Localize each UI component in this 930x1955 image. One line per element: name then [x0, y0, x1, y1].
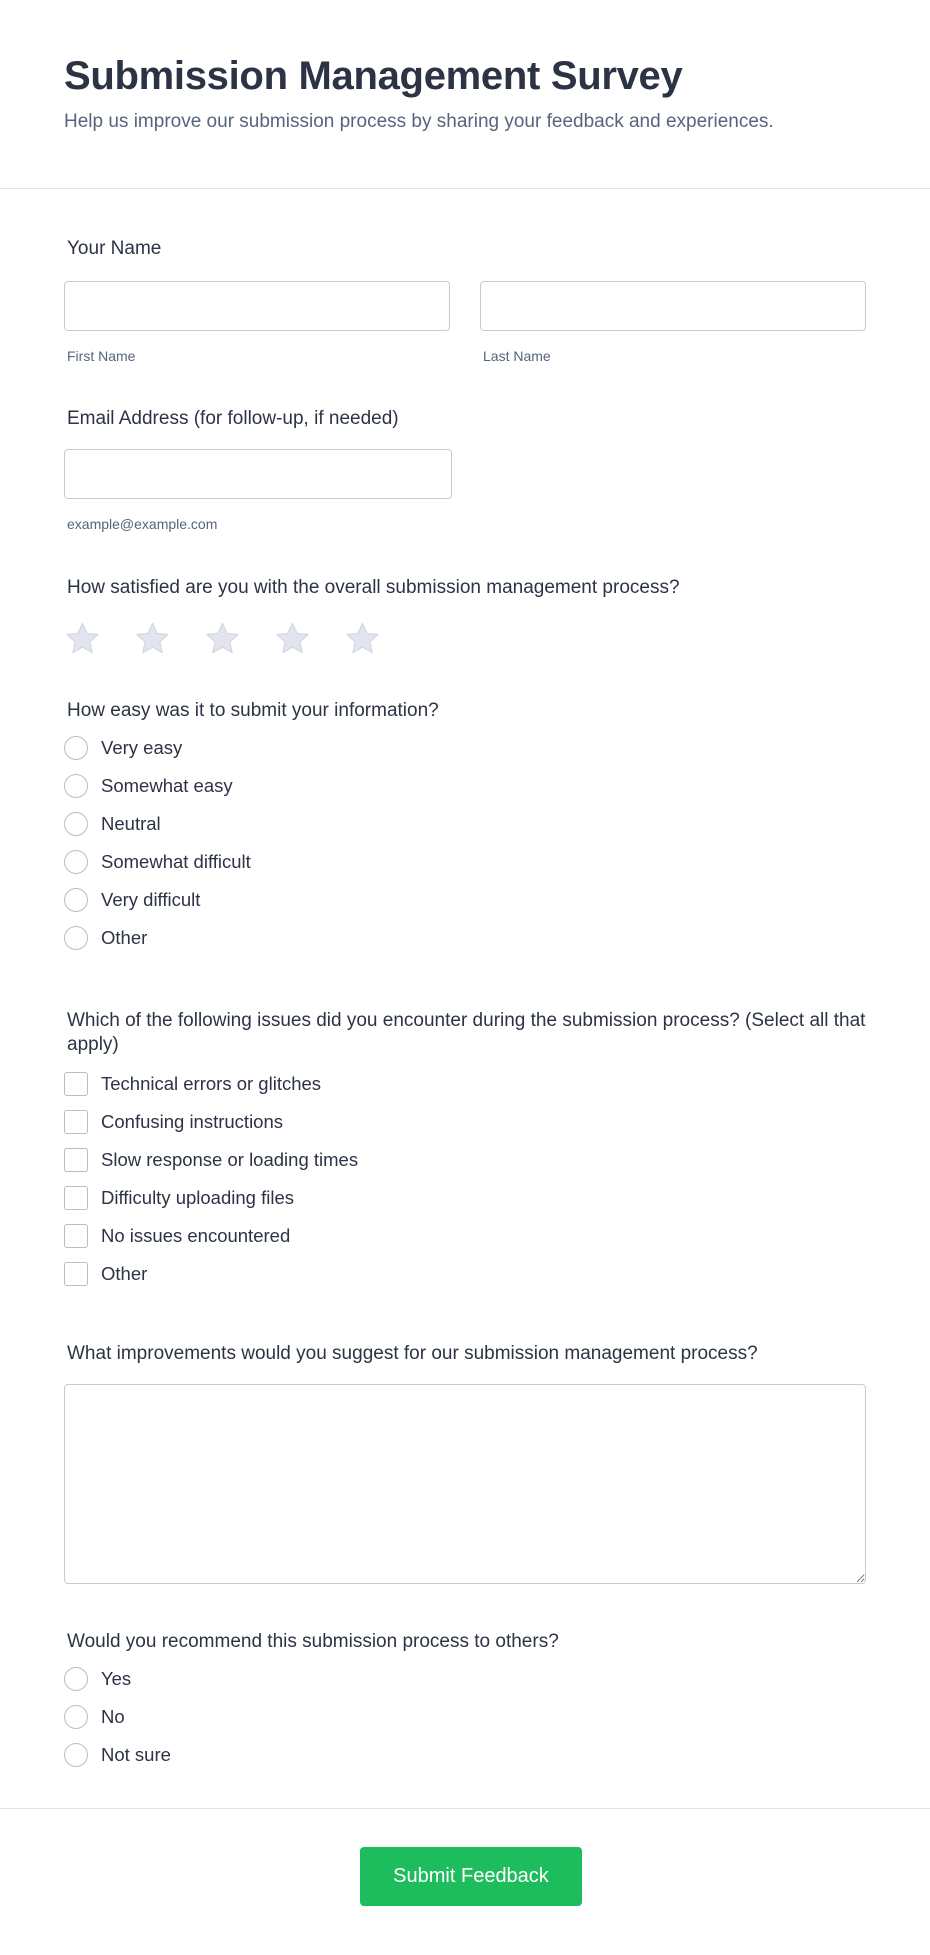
option-label: Yes [101, 1668, 132, 1689]
name-section [64, 237, 866, 365]
ease-section [64, 699, 866, 957]
improvements-section [64, 1342, 866, 1584]
option-label: Technical errors or glitches [101, 1073, 322, 1094]
option-label: Not sure [101, 1744, 171, 1765]
issues-option[interactable] [64, 1065, 866, 1103]
ease-option[interactable] [64, 805, 866, 843]
option-label: Difficulty uploading files [101, 1187, 294, 1208]
option-label: Slow response or loading times [101, 1149, 359, 1170]
radio-recommend-0[interactable] [64, 1667, 88, 1691]
option-label: No issues encountered [101, 1225, 291, 1246]
option-label: Very easy [101, 737, 183, 758]
last-name-input[interactable] [480, 281, 866, 331]
ease-option[interactable] [64, 767, 866, 805]
satisfaction-section [64, 576, 866, 658]
checkbox-issues-5[interactable] [64, 1262, 88, 1286]
radio-recommend-1[interactable] [64, 1705, 88, 1729]
star-icon[interactable] [133, 620, 172, 658]
star-icon[interactable] [343, 620, 382, 658]
radio-ease-2[interactable] [64, 812, 88, 836]
option-label: Other [101, 927, 148, 948]
email-section [64, 407, 866, 533]
issues-option[interactable] [64, 1217, 866, 1255]
last-name-sublabel: Last Name [483, 348, 551, 364]
recommend-option[interactable] [64, 1660, 866, 1698]
checkbox-issues-0[interactable] [64, 1072, 88, 1096]
improvements-textarea[interactable] [64, 1384, 866, 1584]
form-header [0, 0, 930, 189]
issues-option[interactable] [64, 1103, 866, 1141]
radio-ease-3[interactable] [64, 850, 88, 874]
email-sublabel: example@example.com [67, 516, 218, 532]
radio-ease-0[interactable] [64, 736, 88, 760]
first-name-sublabel: First Name [67, 348, 136, 364]
checkbox-issues-4[interactable] [64, 1224, 88, 1248]
page-title: Submission Management Survey [64, 54, 683, 98]
radio-ease-5[interactable] [64, 926, 88, 950]
checkbox-issues-3[interactable] [64, 1186, 88, 1210]
ease-option[interactable] [64, 919, 866, 957]
recommend-option[interactable] [64, 1698, 866, 1736]
issues-options [64, 1065, 866, 1293]
ease-option[interactable] [64, 843, 866, 881]
satisfaction-label: How satisfied are you with the overall submission management process? [67, 577, 680, 598]
radio-recommend-2[interactable] [64, 1743, 88, 1767]
option-label: Confusing instructions [101, 1111, 284, 1132]
recommend-section [64, 1630, 866, 1774]
option-label: Somewhat difficult [101, 851, 251, 872]
email-input[interactable] [64, 449, 452, 499]
ease-option[interactable] [64, 729, 866, 767]
name-label: Your Name [67, 238, 162, 259]
radio-ease-1[interactable] [64, 774, 88, 798]
option-label: Very difficult [101, 889, 201, 910]
star-icon[interactable] [273, 620, 312, 658]
footer-divider [0, 1808, 930, 1809]
issues-option[interactable] [64, 1255, 866, 1293]
checkbox-issues-2[interactable] [64, 1148, 88, 1172]
issues-option[interactable] [64, 1179, 866, 1217]
first-name-input[interactable] [64, 281, 450, 331]
recommend-options [64, 1660, 866, 1774]
recommend-option[interactable] [64, 1736, 866, 1774]
email-label: Email Address (for follow-up, if needed) [67, 408, 399, 429]
option-label: Neutral [101, 813, 161, 834]
issues-section [64, 1009, 866, 1293]
recommend-label: Would you recommend this submission process to others? [67, 1631, 559, 1652]
improvements-label: What improvements would you suggest for our submission management process? [67, 1343, 758, 1364]
option-label: Other [101, 1263, 148, 1284]
ease-label: How easy was it to submit your information? [67, 700, 439, 721]
issues-option[interactable] [64, 1141, 866, 1179]
star-rating [63, 620, 866, 658]
star-icon[interactable] [203, 620, 242, 658]
option-label: No [101, 1706, 125, 1727]
submit-feedback-button[interactable]: Submit Feedback [360, 1847, 582, 1906]
star-icon[interactable] [63, 620, 102, 658]
ease-options [64, 729, 866, 957]
radio-ease-4[interactable] [64, 888, 88, 912]
checkbox-issues-1[interactable] [64, 1110, 88, 1134]
page-subtitle: Help us improve our submission process by sharing your feedback and experiences. [64, 111, 774, 132]
issues-label: Which of the following issues did you encounter during the submission process? (Select all that apply) [67, 1010, 866, 1055]
ease-option[interactable] [64, 881, 866, 919]
option-label: Somewhat easy [101, 775, 233, 796]
